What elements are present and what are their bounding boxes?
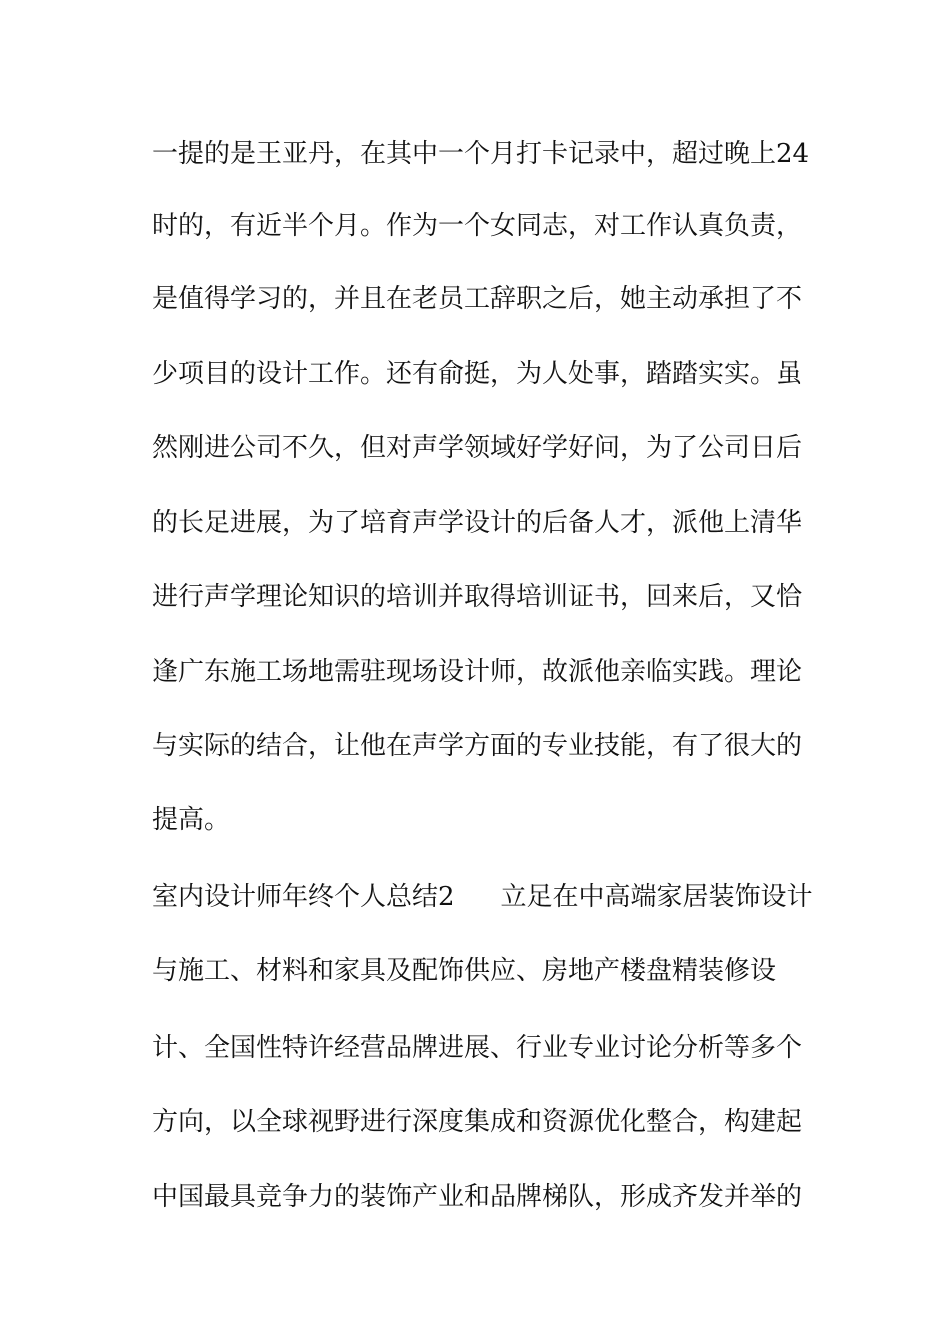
text-line: 与施工、材料和家具及配饰供应、房地产楼盘精装修设	[152, 956, 777, 986]
section-heading-line	[152, 882, 813, 912]
text-line: 逢广东施工场地需驻现场设计师，故派他亲临实践。理论	[152, 657, 803, 687]
text-line: 进行声学理论知识的培训并取得培训证书，回来后，又恰	[152, 582, 803, 612]
text-line: 提高。	[152, 805, 231, 835]
text-line: 时的，有近半个月。作为一个女同志，对工作认真负责，	[152, 211, 803, 241]
text-line: 少项目的设计工作。还有俞挺，为人处事，踏踏实实。虽	[152, 359, 803, 389]
text-line: 是值得学习的，并且在老员工辞职之后，她主动承担了不	[152, 284, 803, 314]
text-line: 然刚进公司不久，但对声学领域好学好问，为了公司日后	[152, 433, 803, 463]
paragraph-2-first-line: 立足在中高端家居装饰设计	[500, 882, 813, 912]
text-line: 方向，以全球视野进行深度集成和资源优化整合，构建起	[152, 1107, 803, 1137]
text-line: 中国最具竞争力的装饰产业和品牌梯队，形成齐发并举的	[152, 1182, 803, 1212]
section-title: 室内设计师年终个人总结2	[152, 882, 455, 912]
text-line: 的长足进展，为了培育声学设计的后备人才，派他上清华	[152, 508, 803, 538]
text-line: 一提的是王亚丹，在其中一个月打卡记录中，超过晚上24	[152, 139, 810, 169]
text-line: 计、全国性特许经营品牌进展、行业专业讨论分析等多个	[152, 1033, 803, 1063]
text-line: 与实际的结合，让他在声学方面的专业技能，有了很大的	[152, 731, 803, 761]
